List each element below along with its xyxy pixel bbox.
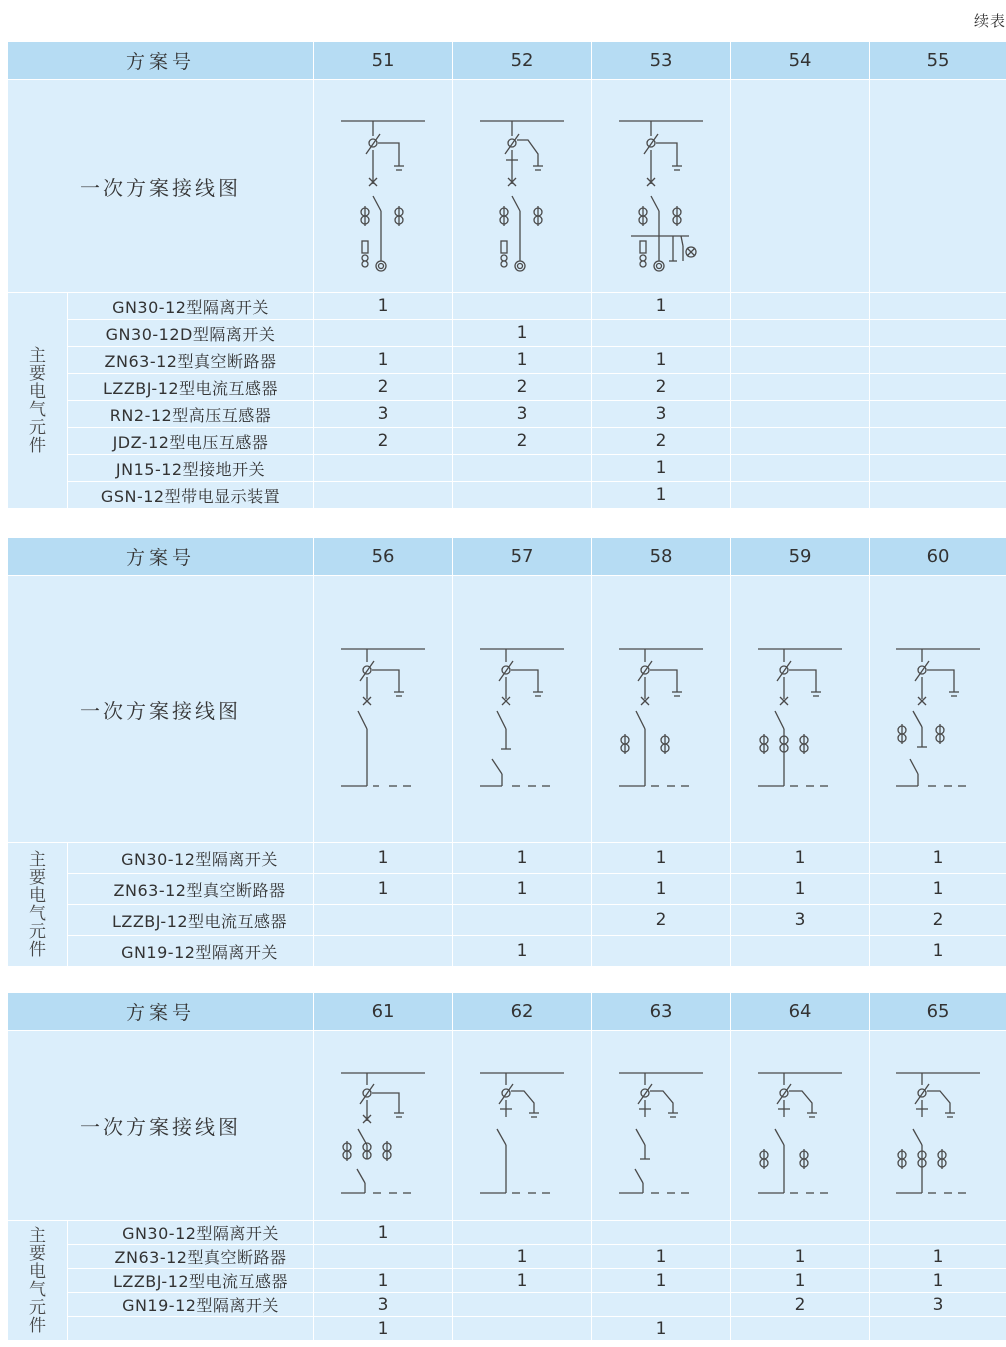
component-quantity bbox=[453, 905, 592, 936]
scheme-number-label: 方案号 bbox=[8, 993, 314, 1031]
scheme-number-row bbox=[8, 993, 1006, 1031]
component-group-label: 主 要 电 气 元 件 bbox=[8, 1221, 68, 1341]
component-quantity: 2 bbox=[453, 374, 592, 401]
component-name: GN19-12型隔离开关 bbox=[68, 936, 314, 967]
wiring-diagram-57 bbox=[453, 576, 592, 843]
scheme-number: 62 bbox=[453, 993, 592, 1031]
component-quantity: 2 bbox=[314, 374, 453, 401]
component-quantity: 3 bbox=[731, 905, 870, 936]
component-quantity: 1 bbox=[592, 1269, 731, 1293]
component-quantity bbox=[731, 1317, 870, 1341]
component-quantity bbox=[453, 482, 592, 509]
component-quantity bbox=[731, 293, 870, 320]
component-quantity: 1 bbox=[314, 843, 453, 874]
wiring-diagram-63 bbox=[592, 1031, 731, 1221]
component-quantity bbox=[731, 320, 870, 347]
component-quantity: 2 bbox=[592, 905, 731, 936]
scheme-number: 53 bbox=[592, 42, 731, 80]
component-quantity: 2 bbox=[731, 1293, 870, 1317]
component-quantity: 1 bbox=[592, 347, 731, 374]
component-row bbox=[8, 374, 1006, 401]
scheme-table-1 bbox=[7, 41, 1006, 509]
component-row bbox=[8, 320, 1006, 347]
component-quantity: 1 bbox=[453, 843, 592, 874]
wiring-diagram-52 bbox=[453, 80, 592, 293]
component-row bbox=[8, 874, 1006, 905]
component-name: GN19-12型隔离开关 bbox=[68, 1293, 314, 1317]
component-quantity: 1 bbox=[592, 293, 731, 320]
component-quantity: 1 bbox=[592, 482, 731, 509]
wiring-diagram-56 bbox=[314, 576, 453, 843]
component-quantity bbox=[314, 455, 453, 482]
component-quantity bbox=[731, 455, 870, 482]
scheme-number: 59 bbox=[731, 538, 870, 576]
wiring-diagram-row bbox=[8, 80, 1006, 293]
component-quantity: 1 bbox=[592, 843, 731, 874]
component-row bbox=[8, 1221, 1006, 1245]
component-quantity: 1 bbox=[731, 1245, 870, 1269]
component-name: LZZBJ-12型电流互感器 bbox=[68, 374, 314, 401]
component-quantity: 3 bbox=[314, 1293, 453, 1317]
component-quantity bbox=[314, 1245, 453, 1269]
wiring-diagram-label: 一次方案接线图 bbox=[8, 576, 314, 843]
component-quantity bbox=[731, 1221, 870, 1245]
component-quantity: 3 bbox=[592, 401, 731, 428]
component-quantity: 1 bbox=[870, 874, 1006, 905]
component-row bbox=[8, 455, 1006, 482]
component-quantity: 1 bbox=[731, 843, 870, 874]
component-name: ZN63-12型真空断路器 bbox=[68, 1245, 314, 1269]
component-quantity: 1 bbox=[314, 874, 453, 905]
component-quantity: 1 bbox=[870, 936, 1006, 967]
component-row bbox=[8, 347, 1006, 374]
scheme-number: 54 bbox=[731, 42, 870, 80]
scheme-number: 65 bbox=[870, 993, 1006, 1031]
component-row bbox=[8, 905, 1006, 936]
component-quantity bbox=[314, 936, 453, 967]
wiring-diagram-row bbox=[8, 576, 1006, 843]
scheme-number: 55 bbox=[870, 42, 1006, 80]
component-name: GN30-12型隔离开关 bbox=[68, 1221, 314, 1245]
component-quantity bbox=[592, 1293, 731, 1317]
component-quantity: 1 bbox=[453, 320, 592, 347]
component-quantity: 1 bbox=[592, 1245, 731, 1269]
component-quantity bbox=[592, 1221, 731, 1245]
component-quantity: 1 bbox=[592, 1317, 731, 1341]
component-name: GN30-12型隔离开关 bbox=[68, 843, 314, 874]
component-name: LZZBJ-12型电流互感器 bbox=[68, 905, 314, 936]
component-row bbox=[8, 843, 1006, 874]
component-name: GN30-12型隔离开关 bbox=[68, 293, 314, 320]
scheme-number: 63 bbox=[592, 993, 731, 1031]
component-quantity bbox=[870, 455, 1006, 482]
component-name: JDZ-12型电压互感器 bbox=[68, 428, 314, 455]
component-quantity bbox=[870, 428, 1006, 455]
component-quantity: 1 bbox=[314, 347, 453, 374]
component-quantity: 1 bbox=[314, 1221, 453, 1245]
component-quantity: 1 bbox=[314, 1269, 453, 1293]
component-quantity bbox=[870, 1221, 1006, 1245]
scheme-number: 58 bbox=[592, 538, 731, 576]
component-row bbox=[8, 482, 1006, 509]
wiring-diagram-55 bbox=[870, 80, 1006, 293]
component-quantity bbox=[870, 293, 1006, 320]
component-quantity bbox=[731, 482, 870, 509]
wiring-diagram-58 bbox=[592, 576, 731, 843]
component-row bbox=[8, 401, 1006, 428]
component-name: ZN63-12型真空断路器 bbox=[68, 347, 314, 374]
wiring-diagram-label: 一次方案接线图 bbox=[8, 80, 314, 293]
component-row bbox=[8, 1245, 1006, 1269]
component-quantity: 3 bbox=[314, 401, 453, 428]
component-quantity: 1 bbox=[453, 936, 592, 967]
component-quantity: 2 bbox=[592, 428, 731, 455]
wiring-diagram-51 bbox=[314, 80, 453, 293]
component-row bbox=[8, 293, 1006, 320]
wiring-diagram-label: 一次方案接线图 bbox=[8, 1031, 314, 1221]
component-quantity bbox=[453, 1293, 592, 1317]
component-quantity bbox=[870, 347, 1006, 374]
component-quantity bbox=[731, 428, 870, 455]
component-quantity: 1 bbox=[453, 874, 592, 905]
scheme-number: 64 bbox=[731, 993, 870, 1031]
component-quantity bbox=[314, 482, 453, 509]
component-quantity bbox=[870, 401, 1006, 428]
wiring-diagram-53 bbox=[592, 80, 731, 293]
component-quantity bbox=[870, 320, 1006, 347]
scheme-number-label: 方案号 bbox=[8, 538, 314, 576]
scheme-number: 61 bbox=[314, 993, 453, 1031]
component-quantity bbox=[870, 1317, 1006, 1341]
component-quantity bbox=[453, 1317, 592, 1341]
wiring-diagram-row bbox=[8, 1031, 1006, 1221]
scheme-number: 57 bbox=[453, 538, 592, 576]
component-quantity bbox=[592, 936, 731, 967]
scheme-table-2 bbox=[7, 537, 1006, 967]
wiring-diagram-65 bbox=[870, 1031, 1006, 1221]
component-quantity: 1 bbox=[870, 1269, 1006, 1293]
component-quantity bbox=[731, 936, 870, 967]
component-name: RN2-12型高压互感器 bbox=[68, 401, 314, 428]
component-quantity: 1 bbox=[314, 1317, 453, 1341]
component-quantity bbox=[731, 401, 870, 428]
component-group-label: 主 要 电 气 元 件 bbox=[8, 293, 68, 509]
component-quantity bbox=[870, 374, 1006, 401]
component-quantity: 2 bbox=[453, 428, 592, 455]
component-quantity bbox=[314, 905, 453, 936]
component-row bbox=[8, 1317, 1006, 1341]
component-row bbox=[8, 428, 1006, 455]
component-quantity: 1 bbox=[592, 874, 731, 905]
wiring-diagram-62 bbox=[453, 1031, 592, 1221]
component-quantity bbox=[870, 482, 1006, 509]
component-quantity: 2 bbox=[870, 905, 1006, 936]
component-quantity: 3 bbox=[453, 401, 592, 428]
component-quantity: 1 bbox=[453, 1269, 592, 1293]
wiring-diagram-61 bbox=[314, 1031, 453, 1221]
scheme-number: 56 bbox=[314, 538, 453, 576]
component-name bbox=[68, 1317, 314, 1341]
component-name: LZZBJ-12型电流互感器 bbox=[68, 1269, 314, 1293]
continued-label: 续表 bbox=[973, 12, 1006, 30]
component-group-label: 主 要 电 气 元 件 bbox=[8, 843, 68, 967]
component-quantity bbox=[453, 293, 592, 320]
scheme-number: 60 bbox=[870, 538, 1006, 576]
component-quantity: 1 bbox=[870, 843, 1006, 874]
scheme-number-row bbox=[8, 42, 1006, 80]
component-name: GSN-12型带电显示装置 bbox=[68, 482, 314, 509]
component-name: ZN63-12型真空断路器 bbox=[68, 874, 314, 905]
component-row bbox=[8, 1269, 1006, 1293]
scheme-number: 51 bbox=[314, 42, 453, 80]
scheme-number-label: 方案号 bbox=[8, 42, 314, 80]
wiring-diagram-64 bbox=[731, 1031, 870, 1221]
component-quantity: 1 bbox=[453, 1245, 592, 1269]
component-quantity bbox=[314, 320, 453, 347]
wiring-diagram-59 bbox=[731, 576, 870, 843]
component-quantity: 2 bbox=[592, 374, 731, 401]
scheme-table-3 bbox=[7, 992, 1006, 1341]
scheme-number: 52 bbox=[453, 42, 592, 80]
component-quantity: 1 bbox=[592, 455, 731, 482]
component-quantity: 3 bbox=[870, 1293, 1006, 1317]
component-quantity: 1 bbox=[314, 293, 453, 320]
component-quantity: 1 bbox=[453, 347, 592, 374]
component-quantity: 2 bbox=[314, 428, 453, 455]
component-name: JN15-12型接地开关 bbox=[68, 455, 314, 482]
component-quantity bbox=[731, 374, 870, 401]
component-quantity bbox=[453, 455, 592, 482]
component-name: GN30-12D型隔离开关 bbox=[68, 320, 314, 347]
scheme-number-row bbox=[8, 538, 1006, 576]
component-quantity: 1 bbox=[731, 1269, 870, 1293]
component-quantity: 1 bbox=[731, 874, 870, 905]
wiring-diagram-60 bbox=[870, 576, 1006, 843]
component-row bbox=[8, 936, 1006, 967]
component-quantity bbox=[453, 1221, 592, 1245]
component-row bbox=[8, 1293, 1006, 1317]
wiring-diagram-54 bbox=[731, 80, 870, 293]
component-quantity bbox=[592, 320, 731, 347]
component-quantity: 1 bbox=[870, 1245, 1006, 1269]
component-quantity bbox=[731, 347, 870, 374]
